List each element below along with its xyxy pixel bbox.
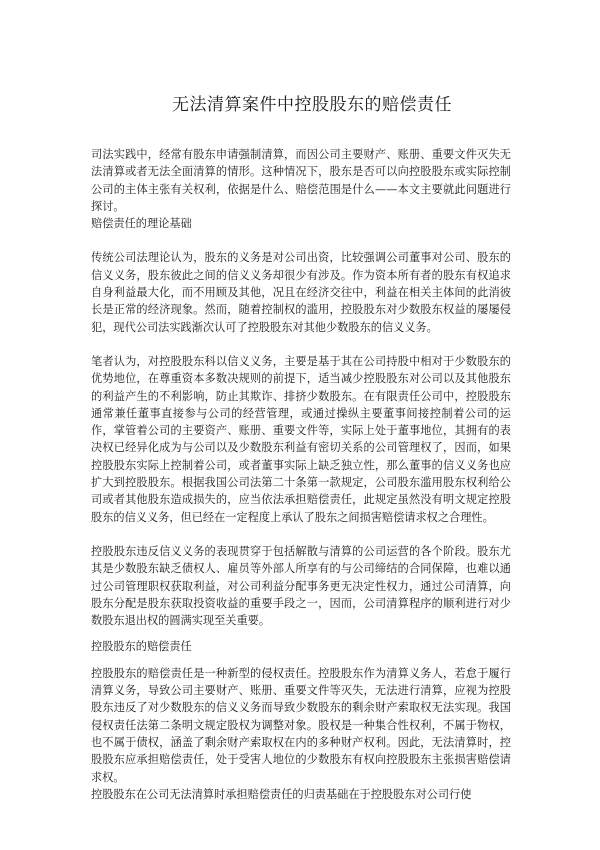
paragraph-1: 传统公司法理论认为，股东的义务是对公司出资，比较强调公司董事对公司、股东的信义义务，股东彼此之间的信义义务却很少有涉及。作为资本所有者的股东有权追求自身利益最大化，而不用顾及其他，况且在经济交往中，利益在相关主体间的此消彼长是正常的经济现象。然而，随着控制权的滥用，控股股东对少数股东权益的屡屡侵犯，现代公司法实践渐次认可了控股股东对其他少数股东的信义义务。 bbox=[91, 251, 511, 334]
paragraph-2: 笔者认为，对控股股东科以信义义务，主要是基于其在公司持股中相对于少数股东的优势地位，在尊重资本多数决规则的前提下，适当减少控股股东对公司以及其他股东的利益产生的不利影响，防止其欺诈、排挤少数股东。在有限责任公司中，控股股东通常兼任董事直接参与公司的经营管理，或通过操纵主要董事间接控制着公司的运作，掌管着公司的主要资产、账册、重要文件等，实际上处于董事地位，其拥有的表决权已经异化成为与公司以及少数股东利益有密切关系的公司管理权了，因而，如果控股股东实际上控制着公司，或者董事实际上缺乏独立性，那么董事的信义义务也应扩大到控股股东。根据我国公司法第二十条第一款规定，公司股东滥用股东权利给公司或者其他股东造成损失的，应当依法承担赔偿责任，此规定虽然没有明文规定控股股东的信义义务，但已经在一定程度上承认了股东之间损害赔偿请求权之合理性。 bbox=[91, 354, 511, 524]
section-heading-theory: 赔偿责任的理论基础 bbox=[91, 217, 192, 231]
paragraph-4: 控股股东的赔偿责任是一种新型的侵权责任。控股股东作为清算义务人，若怠于履行清算义务，导致公司主要财产、账册、重要文件等灭失，无法进行清算，应视为控股股东违反了对少数股东的信义义务而导致少数股东的剩余财产索取权无法实现。我国侵权责任法第二条明文规定股权为调整对象。股权是一种集合性权利，不属于物权，也不属于债权，涵盖了剩余财产索取权在内的多种财产权利。因此，无法清算时，控股股东应承担赔偿责任，处于受害人地位的少数股东有权向控股股东主张损害赔偿请求权。 bbox=[91, 666, 511, 784]
document-body bbox=[91, 146, 511, 803]
intro-paragraph: 司法实践中，经常有股东申请强制清算，而因公司主要财产、账册、重要文件灭失无法清算或者无法全面清算的情形。这种情况下，股东是否可以向控股股东或实际控制公司的主体主张有关权利，依据是什么、赔偿范围是什么——本文主要就此问题进行探讨。 bbox=[91, 148, 511, 213]
paragraph-5: 控股股东在公司无法清算时承担赔偿责任的归责基础在于控股股东对公司行使 bbox=[91, 787, 472, 801]
section-heading-liability: 控股股东的赔偿责任 bbox=[91, 640, 192, 654]
paragraph-3: 控股股东违反信义义务的表现贯穿于包括解散与清算的公司运营的各个阶段。股东尤其是少数股东缺乏债权人、雇员等外部人所享有的与公司缔结的合同保障，也难以通过公司管理职权获取利益，对公司利益分配事务更无决定性权力，通过公司清算，向股东分配是股东获取投资收益的重要手段之一，因而，公司清算程序的顺利进行对少数股东退出权的圆满实现至关重要。 bbox=[91, 544, 511, 628]
document-title: 无法清算案件中控股股东的赔偿责任 bbox=[172, 95, 452, 115]
